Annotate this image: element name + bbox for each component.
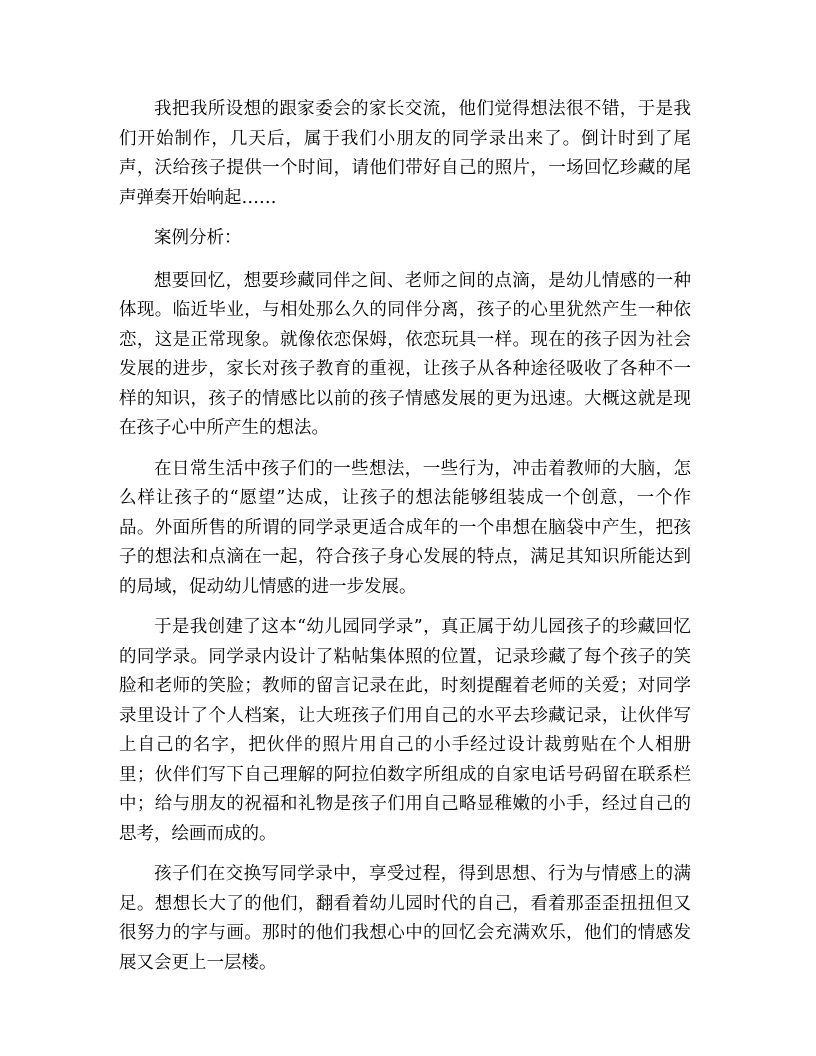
paragraph-analysis-1: 想要回忆，想要珍藏同伴之间、老师之间的点滴，是幼儿情感的一种体现。临近毕业，与相处那么久的同伴分离，孩子的心里犹然产生一种依恋，这是正常现象。就像依恋保姆，依恋玩具一样。现在的孩子因为社会发展的进步，家长对孩子教育的重视，让孩子从各种途径吸收了各种不一样的知识，孩子的情感比以前的孩子情感发展的更为迅速。大概这就是现在孩子心中所产生的想法。: [119, 270, 691, 438]
paragraph-analysis-2: 在日常生活中孩子们的一些想法，一些行为，冲击着教师的大脑，怎么样让孩子的“愿望”达成，让孩子的想法能够组装成一个创意，一个作品。外面所售的所谓的同学录更适合成年的一个串想在脑袋中产生，把孩子的想法和点滴在一起，符合孩子身心发展的特点，满足其知识所能达到的局域，促动幼儿情感的进一步发展。: [119, 458, 691, 597]
paragraph-analysis-3: 于是我创建了这本“幼儿园同学录”，真正属于幼儿园孩子的珍藏回忆的同学录。同学录内设计了粘帖集体照的位置，记录珍藏了每个孩子的笑脸和老师的笑脸；教师的留言记录在此，时刻提醒着老师的关爱；对同学录里设计了个人档案，让大班孩子们用自己的水平去珍藏记录，让伙伴写上自己的名字，把伙伴的照片用自己的小手经过设计裁剪贴在个人相册里；伙伴们写下自己理解的阿拉伯数字所组成的自家电话号码留在联系栏中；给与朋友的祝福和礼物是孩子们用自己略显稚嫩的小手，经过自己的思考，绘画而成的。: [119, 617, 691, 844]
paragraph-intro: 我把我所设想的跟家委会的家长交流，他们觉得想法很不错，于是我们开始制作，几天后，属于我们小朋友的同学录出来了。倒计时到了尾声，沃给孩子提供一个时间，请他们带好自己的照片，一场回忆珍藏的尾声弹奏开始响起……: [119, 99, 691, 208]
document-page: [119, 95, 691, 989]
section-heading-case-analysis: 案例分析：: [154, 228, 242, 248]
paragraph-analysis-4: 孩子们在交换写同学录中，享受过程，得到思想、行为与情感上的满足。想想长大了的他们，翻看着幼儿园时代的自己，看着那歪歪扭扭但又很努力的字与画。那时的他们我想心中的回忆会充满欢乐，他们的情感发展又会更上一层楼。: [119, 864, 691, 973]
